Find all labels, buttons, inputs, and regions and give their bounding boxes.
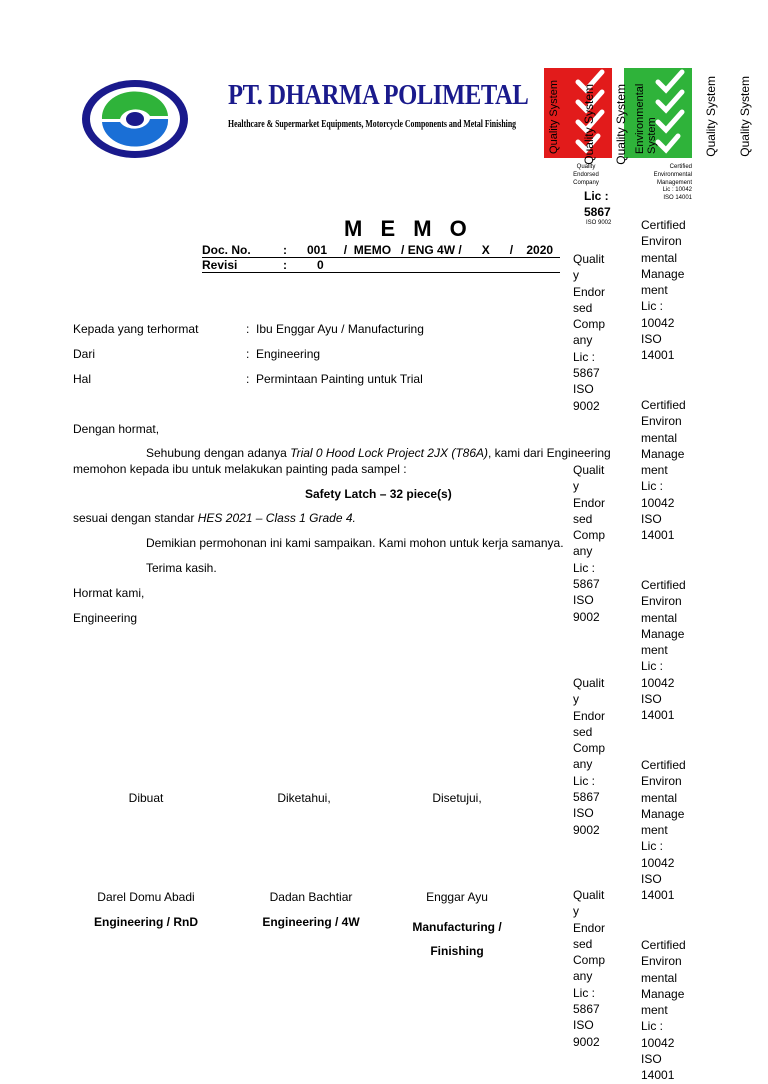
env-column-3: Certified Environ mental Manage ment Lic : 10042 ISO 14001 [641, 578, 686, 723]
revisi-underline [202, 272, 560, 273]
standard-name: HES 2021 – Class 1 Grade 4. [197, 511, 356, 525]
quality-iso: ISO 9002 [586, 220, 612, 226]
signature-name: Darel Domu Abadi [97, 890, 195, 904]
field-label-dari: Dari [73, 347, 96, 361]
vertical-label-3: Quality System [704, 76, 718, 157]
regards-text: Hormat kami, [73, 586, 145, 600]
vertical-label-1: Quality System [582, 84, 596, 165]
sender-dept: Engineering [73, 611, 138, 625]
signature-dept: Engineering / 4W [262, 915, 360, 929]
memo-title: M E M O [344, 216, 473, 241]
quality-column-1: Qualit y Endor sed Comp any Lic : 5867 ISO 9002 [573, 252, 606, 413]
doc-no-value: : 001 / MEMO / ENG 4W / X / 2020 [283, 243, 554, 257]
signature-dept: Manufacturing / Finishing [412, 920, 502, 958]
env-column-1: Certified Environ mental Manage ment Lic : 10042 ISO 14001 [641, 218, 686, 363]
quality-lic: Lic : 5867 [584, 189, 611, 219]
doc-no-underline [202, 257, 560, 258]
field-value-hal: Permintaan Painting untuk Trial [256, 372, 423, 386]
field-label-hal: Hal [73, 372, 92, 386]
vertical-label-2: Quality System [614, 84, 628, 165]
quality-badge-label: Quality System [548, 80, 560, 154]
company-logo [80, 78, 190, 160]
standard-line [73, 511, 356, 525]
quality-column-3: Qualit y Endor sed Comp any Lic : 5867 ISO 9002 [573, 676, 606, 837]
paragraph-1-line-2: memohon kepada ibu untuk melakukan painting pada sampel : [73, 462, 407, 476]
revisi-label: Revisi [202, 258, 238, 272]
environmental-badge [624, 68, 692, 158]
signature-name: Dadan Bachtiar [269, 890, 353, 904]
sample-item: Safety Latch – 32 piece(s) [305, 487, 452, 501]
field-colon: : [246, 347, 250, 361]
doc-no-label: Doc. No. [202, 243, 251, 257]
overflow-columns [573, 217, 768, 1083]
paragraph-1-end: , kami dari Engineering [488, 446, 611, 460]
vertical-label-4: Quality System [738, 76, 752, 157]
standard-prefix: sesuai dengan standar [73, 511, 198, 525]
field-label-kepada: Kepada yang terhormat [73, 322, 199, 336]
env-column-4: Certified Environ mental Manage ment Lic : 10042 ISO 14001 [641, 758, 686, 903]
signature-name: Enggar Ayu [426, 890, 488, 904]
signature-role: Disetujui, [432, 791, 482, 805]
signature-role: Dibuat [128, 791, 164, 805]
env-column-2: Certified Environ mental Manage ment Lic : 10042 ISO 14001 [641, 398, 686, 543]
signature-dept: Engineering / RnD [93, 915, 198, 929]
environmental-badge-label: Environmental System [634, 83, 659, 154]
revisi-value: : 0 [283, 258, 324, 272]
quality-column-2: Qualit y Endor sed Comp any Lic : 5867 ISO 9002 [573, 463, 606, 624]
paragraph-1-start: Sehubung dengan adanya [146, 446, 291, 460]
paragraph-1 [146, 446, 611, 460]
closing-text: Demikian permohonan ini kami sampaikan. Kami mohon untuk kerja samanya. [146, 536, 564, 550]
project-name: Trial 0 Hood Lock Project 2JX (T86A) [290, 446, 488, 460]
field-colon: : [246, 322, 250, 336]
field-colon: : [246, 372, 250, 386]
environmental-caption: Certified Environmental Management Lic : 10042 ISO 14001 [653, 164, 692, 202]
field-value-dari: Engineering [256, 347, 321, 361]
greeting: Dengan hormat, [73, 422, 160, 436]
field-value-kepada: Ibu Enggar Ayu / Manufacturing [256, 322, 424, 336]
quality-badge [544, 68, 612, 158]
company-tagline: Healthcare & Supermarket Equipments, Motorcycle Components and Metal Finishing [228, 119, 517, 130]
env-column-5: Certified Environ mental Manage ment Lic : 10042 ISO 14001 [641, 938, 686, 1083]
thanks-text: Terima kasih. [146, 561, 217, 575]
quality-column-4: Qualit y Endor sed Comp any Lic : 5867 ISO 9002 [573, 888, 606, 1049]
quality-caption: Quality Endorsed Company [573, 164, 599, 186]
company-name: PT. DHARMA POLIMETAL [228, 80, 529, 111]
signature-role: Diketahui, [277, 791, 331, 805]
